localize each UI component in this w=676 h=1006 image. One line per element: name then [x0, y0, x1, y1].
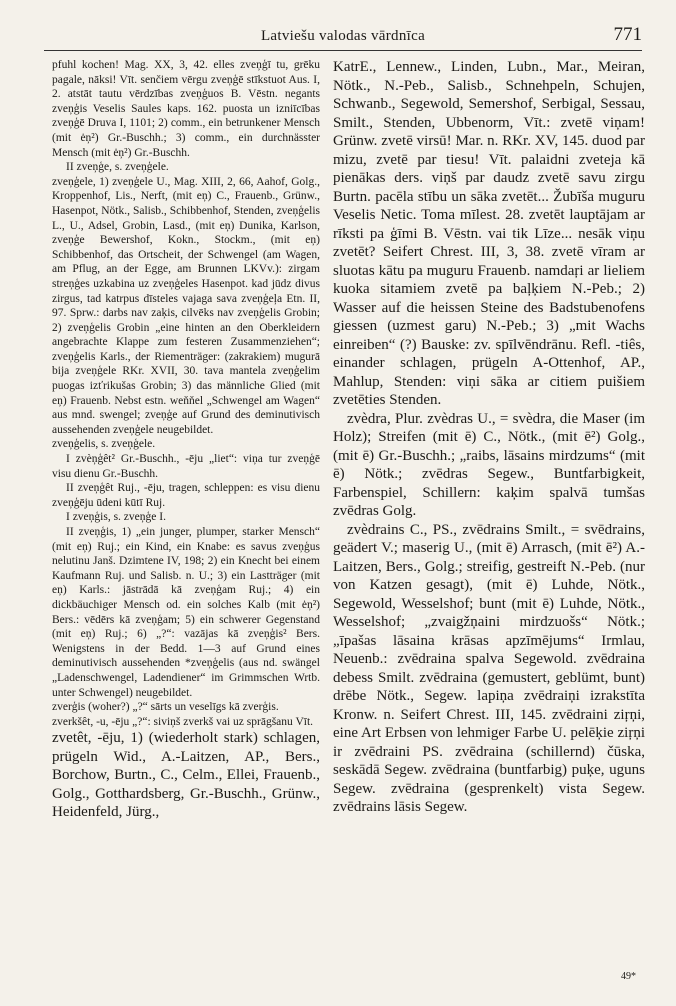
dictionary-entry: zverģis (woher?) „?“ sārts un veselīgs kā zverģis. [52, 701, 279, 714]
dictionary-entry: I zveņģis, s. zveņģe I. [66, 511, 166, 524]
dictionary-entry: zveņģelis, s. zveņģele. [52, 438, 156, 451]
dictionary-entry: I zvèņģêt² Gr.-Buschh., -ēju „liet“: viņa tur zveņģē visu dienu Gr.-Buschh. [52, 453, 320, 480]
dictionary-entry: II zveņģis, 1) „ein junger, plumper, starker Mensch“ (mit eņ) Ruj.; ein Kind, ein Knabe: es savus zveņģus nelutinu Janš. Dzimtene IV, 198; 2) ein Knecht bei einem Kaufmann Ruj. und Salisb. n. U.; 3) ein Lastträger (mit eņ) Karls.: jāstrādā kā zveņģam Ruj.; 4) ein dickbäuchiger Mensch od. ein solches Kalb (mit ėņ²) Bers.: vēdērs kā zveņģam; 5) ein schwerer Gegenstand (mit eņ) Ruj.; 6) „?“: vazājas kā zveņģis² Bers. Wenigstens in der Bedd. 1—3 auf Grund eines deminutivisch aussehenden *zveņģelis (aus nd. swängel „Ladenschwengel, Ladendiener“ im Grimmschen Wrtb. unter Schwengel) neugebildet. [52, 526, 320, 699]
signature-mark: 49* [621, 971, 636, 982]
dictionary-entry: zvetêt, -ēju, 1) (wiederholt stark) schlagen, prügeln Wid., A.-Laitzen, AP., Bers., Borchow, Burtn., C., Celm., Ellei, Frauenb., Golg., Gotthardsberg, Gr.-Buschh., Grünw., Heidenfeld, Jürg., [52, 730, 320, 821]
running-title: Latviešu valodas vārdnīca [260, 28, 426, 44]
dictionary-entry: zvèdrains C., PS., zvēdrains Smilt., = svēdrains, geädert V.; maserig U., (mit ē) Arrasch, (mit ē²) A.-Laitzen, Bers., Golg.; streifig, gestreift N.-Peb. (nur von Katzen gesagt), (mit ē) Luhde, Nötk., Segewold, Wesselshof; bunt (mit ē) Luhde, Nötk., Wesselshof; „zvaigžņaini mirdzuošs“ Nötk.; „īpašas lāsaina krāsas apzīmējums“ Irmlau, Neuenb.: zvēdraina spalva Segewold. zvēdraina debess Smilt. zvēdraina (gemustert, geblümt, bunt) drēbe Nötk., Segew. lapiņa zvēdraiņi izrakstīta Kronw. n. Seifert Chrest. III, 145. zvēdraini ziŗņi, eine Art Erbsen von lehmiger Farbe U. pelēķie ziŗņi ir zvēdraini PS. zvēdraina (schillernd) čūska, seskādā Segew. zvēdraina (buntfarbig) puķe, uguns Segew. zvēdraina (gesprenkelt) vista Segew. zvēdrains lāsis Segew. [333, 521, 645, 815]
dictionary-entry: pfuhl kochen! Mag. XX, 3, 42. elles zveņģī tu, grēku pagale, nāksi! Vīt. senčiem vērgu zveņģē stīkstuot Aus. I, 2. atstāt tautu vērdzības zveņģuos B. Vēstn. negants zveņģis Veselis Saules kaps. 162. puosta un izniīcības zveņģē Druva I, 1101; 2) comm., ein betrunkener Mensch (mit ėņ²) Gr.-Buschh.; 3) comm., ein durchnässter Mensch (mit ėņ²) Gr.-Buschh. [52, 59, 320, 159]
dictionary-entry: zverkšêt, -u, -ēju „?“: siviņš zverkš vai uz sprāgšanu Vīt. [52, 715, 314, 728]
dictionary-entry: II zveņģe, s. zveņģele. [66, 161, 169, 174]
dictionary-entry: zvèdra, Plur. zvèdras U., = svèdra, die Maser (im Holz); Streifen (mit ē) C., Nötk., (mit ē²) Golg., (mit ē) Gr.-Buschh.; „raibs, lāsains mirdzums“ (mit ē) Nötk.; zvēdras Segew., Buntfarbigkeit, Farbenspiel, Schillern: kaķim spalvā tumšas zvēdras Golg. [333, 410, 645, 519]
dictionary-entry: KatrE., Lennew., Linden, Lubn., Mar., Meiran, Nötk., N.-Peb., Salisb., Schnehpeln, Schujen, Schwanb., Segewold, Semershof, Serbigal, Sessau, Smilt., Stenden, Ubbenorm, Vīt.: zvetē viņam! Grünw. zvetē virsū! Mar. n. RKr. XV, 145. duod par mizu, zvetē par tiesu! Vīt. palaidni zveteja kā pienākas ders. viņš par daudz zvetē savu zirgu Burtn. pacēla stību un sāka zvetēt... Žubīša muguru Veselis Netic. Toma mīlest. 28. zvetēt lauptājam ar rīksti pa ģīmi B. Vēstn. vai tik Līze... nesāk viņu zvetēt? Seifert Chrest. III, 3, 38. zvetē vīram ar sluotas kātu pa muguru Frauenb. namdaŗi ar lieliem kuoka sitamiem zvetē pa baļķiem N.-Peb.; 2) Wasser auf die heissen Steine des Badstubenofens giessen (uzmest garu) N.-Peb.; 3) „mit Wachs einreiben“ (?) Bauske: zv. spīlvēndrānu. Refl. -tiês, einander schlagen, prügeln A-Ottenhof, AP., Mahlup, Stenden: viņi sāka ar citiem puišiem zvetēties Stenden. [333, 59, 645, 408]
left-column [52, 58, 320, 966]
dictionary-entry: zveņģele, 1) zveņģele U., Mag. XIII, 2, 66, Aahof, Golg., Kroppenhof, Lis., Nerft, (mit eņ) C., Frauenb., Grünw., Hasenpot, Nötk., Salisb., Schibbenhof, Stenden, zveņģelis L., U., Adsel, Grobin, Lasd., (mit eņ) Dunika, Karlson, zveņģe Bewershof, Kokn., Stockm., (mit eņ) Schibbenhof, das Ortscheit, der Schwengel (am Wagen, am Pflug, an der Egge, am Brunnen LKVv.): zirgam streņģes uzkabina uz zveņģeles Hasenpot. kad jūdz divus zirgus, tad katrpus dīsteles vajaga sava zveņģeļa Etn. II, 97. Sprw.: darbs nav zaķis, cilvēks nav zveņģelis Grobin; 2) zveņģelis Grobin „eine hinten an den Oberkleidern angebrachte Klappe zum festeren Zusammenziehen“; zveņģelis Karls., der Riementräger: (zakrakiem) mugurā bija zveņģele RKr. XVII, 30. tava mantela zveņģelim puogas izťrikušas Grobin; 3) das männliche Glied (mit eņ) Frauenb. Nebst estn. weňňel „Schwengel am Wagen“ aus mnd. swengel; zveņģe auf Grund des deminutivisch aussehenden zveņģele neugebildet. [52, 175, 320, 436]
right-column [333, 58, 645, 966]
dictionary-entry: II zveņģêt Ruj., -ēju, tragen, schleppen: es visu dienu zveņģēju ūdeni kūtī Ruj. [52, 482, 320, 509]
page-number: 771 [613, 24, 642, 45]
running-header [44, 18, 642, 51]
